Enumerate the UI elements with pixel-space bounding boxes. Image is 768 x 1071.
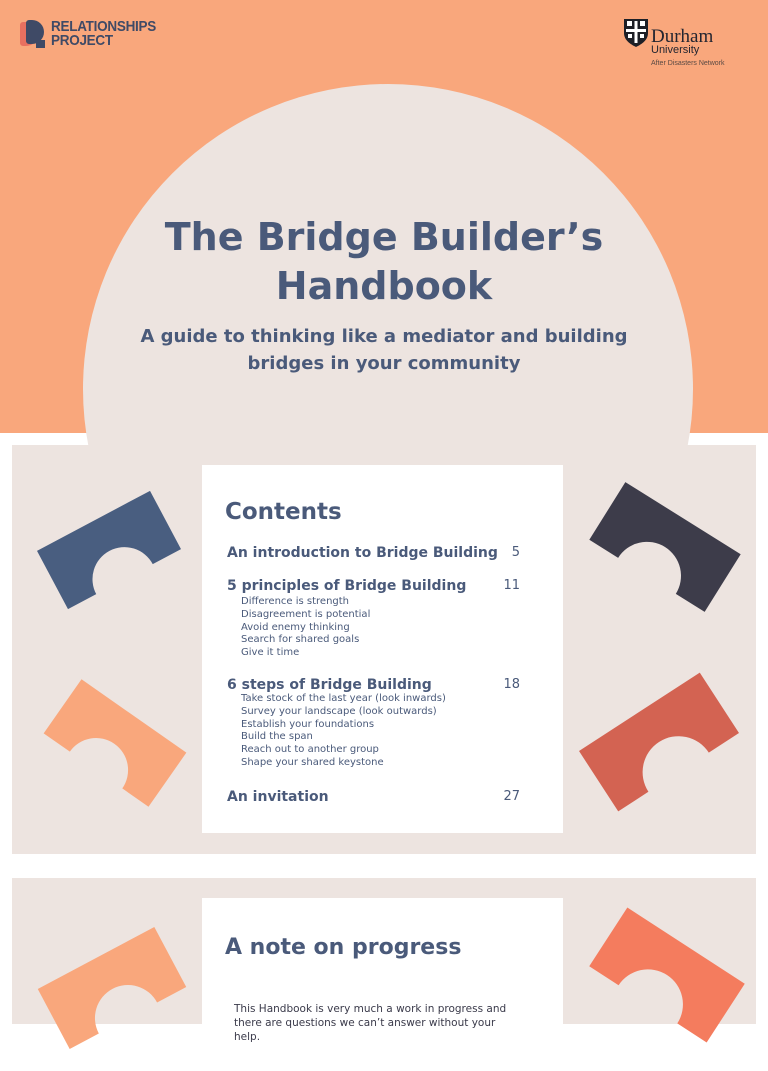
toc-subitem[interactable]: Establish your foundations xyxy=(241,718,375,730)
note-heading: A note on progress xyxy=(225,935,462,960)
handbook-subtitle xyxy=(104,323,664,377)
toc-subitem[interactable]: Take stock of the last year (look inwards) xyxy=(241,693,446,704)
relationships-project-wordmark xyxy=(51,20,156,48)
bridge-arch-shape-peach xyxy=(30,668,200,818)
toc-subitem[interactable]: Build the span xyxy=(241,731,313,743)
durham-name: Durham xyxy=(651,26,714,47)
network-label: After Disasters Network xyxy=(651,60,725,67)
subtitle-line-2: bridges in your community xyxy=(247,353,521,374)
toc-entry-title: 6 steps of Bridge Building xyxy=(227,677,432,693)
toc-subitem[interactable]: Difference is strength xyxy=(241,596,350,607)
toc-subitem[interactable]: Survey your landscape (look outwards) xyxy=(241,705,437,717)
relationships-project-logo xyxy=(20,20,168,48)
bridge-arch-shape-navy xyxy=(24,483,194,618)
bridge-arch-shape-charcoal xyxy=(570,465,760,630)
toc-page-number: 11 xyxy=(503,578,520,593)
logo-line-1: RELATIONSHIPS xyxy=(51,18,157,35)
toc-subitem[interactable]: Search for shared goals xyxy=(241,634,360,646)
toc-subitem[interactable]: Avoid enemy thinking xyxy=(241,621,350,633)
toc-subitem[interactable]: Reach out to another group xyxy=(241,744,379,756)
note-page xyxy=(12,878,756,1043)
toc-page-number: 18 xyxy=(503,677,520,692)
toc-subitem[interactable]: Shape your shared keystone xyxy=(241,756,384,768)
toc-subitem[interactable]: Disagreement is potential xyxy=(241,608,371,620)
toc-sublist-steps xyxy=(241,693,446,770)
bridge-arch-shape-peach xyxy=(17,906,207,1071)
toc-entry-principles[interactable] xyxy=(227,577,520,597)
toc-entry-invitation[interactable] xyxy=(227,788,520,808)
contents-page xyxy=(12,445,756,854)
title-line-2: Handbook xyxy=(275,264,493,308)
durham-crest-icon xyxy=(624,19,648,47)
toc-subitem[interactable]: Give it time xyxy=(241,647,300,659)
handbook-title xyxy=(84,213,684,311)
cover-section xyxy=(0,0,768,433)
toc-sublist-principles xyxy=(241,596,370,660)
note-body-text: This Handbook is very much a work in progress and there are questions we can’t answer without your help. xyxy=(234,1003,507,1043)
bridge-arch-shape-red xyxy=(562,655,757,830)
logo-line-2: PROJECT xyxy=(51,32,113,49)
toc-page-number: 5 xyxy=(511,545,520,560)
toc-entry-title: An invitation xyxy=(227,789,329,805)
contents-heading: Contents xyxy=(225,499,342,525)
title-line-1: The Bridge Builder’s xyxy=(164,215,604,259)
relationships-project-mark-icon xyxy=(20,20,46,48)
toc-entry-title: An introduction to Bridge Building xyxy=(227,545,498,561)
durham-university-label: University xyxy=(651,44,700,56)
note-card xyxy=(202,898,563,1043)
toc-entry-introduction[interactable] xyxy=(227,544,520,564)
toc-entry-title: 5 principles of Bridge Building xyxy=(227,578,467,594)
toc-page-number: 27 xyxy=(503,789,520,804)
bridge-arch-shape-coral xyxy=(570,890,765,1060)
subtitle-line-1: A guide to thinking like a mediator and building xyxy=(140,326,628,347)
contents-card xyxy=(202,465,563,833)
